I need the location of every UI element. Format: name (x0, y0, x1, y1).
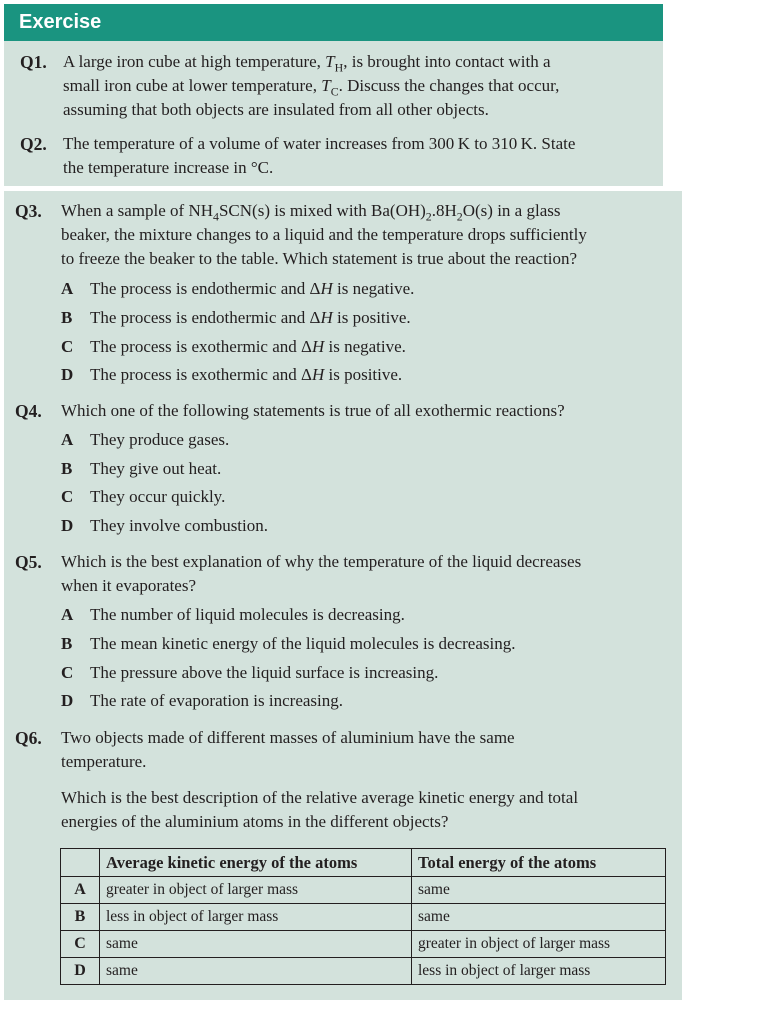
table-header-average-ke: Average kinetic energy of the atoms (100, 849, 412, 877)
q4-stem: Which one of the following statements is true of all exothermic reactions? (61, 401, 565, 420)
table-row-letter: B (61, 904, 100, 931)
q3-stem: When a sample of $NH_4SCN(s)$ is mixed with $Ba(OH)_2.8H_2O(s)$ in a glass beaker, the mixture changes to a liquid and the temperature drops sufficiently to freeze the beaker to the table. Which statement is true about the reaction? (61, 201, 587, 268)
q5-option-a: The number of liquid molecules is decreasing. (90, 605, 405, 624)
table-cell: greater in object of larger mass (412, 931, 666, 958)
q4-option-b-letter: B (61, 459, 73, 478)
table-cell: same (100, 931, 412, 958)
table-header-row (61, 849, 666, 877)
table-row (61, 931, 666, 958)
table-cell: same (412, 904, 666, 931)
q3-option-b: The process is endothermic and ΔH is positive. (90, 308, 411, 327)
q6-stem: Two objects made of different masses of aluminium have the same temperature. (61, 728, 515, 771)
table-row (61, 904, 666, 931)
q4-number: Q4. (15, 401, 42, 421)
table-cell: same (412, 877, 666, 904)
exercise-header (4, 4, 663, 41)
q2-number: Q2. (20, 134, 47, 154)
exercise-title: Exercise (19, 11, 102, 33)
exercise-panel-main (4, 191, 682, 1000)
q5-option-d: The rate of evaporation is increasing. (90, 691, 344, 710)
q3-option-c: The process is exothermic and ΔH is negative. (90, 337, 406, 356)
q3-number: Q3. (15, 201, 42, 221)
q4-option-c-letter: C (61, 487, 74, 506)
q5-option-d-letter: D (61, 691, 74, 710)
q3-option-d: The process is exothermic and ΔH is positive. (90, 365, 403, 384)
q4-option-d-letter: D (61, 516, 74, 535)
temperature-symbol: T (325, 52, 335, 71)
q1-text: A large iron cube at high temperature, $T_H$, is brought into contact with a small iron cube at lower temperature, $T_C$. Discuss the changes that occur, assuming that both objects are insulated from all other objects. (63, 52, 560, 119)
q2-text: The temperature of a volume of water increases from 300 K to 310 K. State the temperature increase in °C. (63, 134, 576, 177)
table-header-corner (61, 849, 100, 877)
q6-answer-table (60, 848, 666, 985)
table-row (61, 877, 666, 904)
temperature-symbol: T (321, 76, 331, 95)
exercise-panel-top (4, 4, 663, 186)
q3-option-d-letter: D (61, 365, 74, 384)
q3-option-a: The process is endothermic and ΔH is negative. (90, 279, 415, 298)
q6-instruction: Which is the best description of the relative average kinetic energy and total energies of the aluminium atoms in the different objects? (61, 788, 579, 831)
table-row (61, 958, 666, 985)
table-cell: same (100, 958, 412, 985)
q3-option-b-letter: B (61, 308, 73, 327)
q4-option-a-letter: A (61, 430, 74, 449)
table-cell: greater in object of larger mass (100, 877, 412, 904)
table-header-total-energy: Total energy of the atoms (412, 849, 666, 877)
table-cell: less in object of larger mass (100, 904, 412, 931)
q1-number: Q1. (20, 52, 47, 72)
q5-option-b-letter: B (61, 634, 73, 653)
q6-number: Q6. (15, 728, 42, 748)
q4-option-d: They involve combustion. (90, 516, 269, 535)
q5-option-c: The pressure above the liquid surface is increasing. (90, 663, 439, 682)
table-cell: less in object of larger mass (412, 958, 666, 985)
q5-option-b: The mean kinetic energy of the liquid molecules is decreasing. (90, 634, 516, 653)
q4-option-a: They produce gases. (90, 430, 230, 449)
q5-option-a-letter: A (61, 605, 74, 624)
q4-option-b: They give out heat. (90, 459, 222, 478)
table-row-letter: A (61, 877, 100, 904)
q3-option-c-letter: C (61, 337, 74, 356)
table-row-letter: D (61, 958, 100, 985)
q5-stem: Which is the best explanation of why the temperature of the liquid decreases when it evaporates? (61, 552, 582, 595)
q4-option-c: They occur quickly. (90, 487, 226, 506)
q5-number: Q5. (15, 552, 42, 572)
q5-option-c-letter: C (61, 663, 74, 682)
q3-option-a-letter: A (61, 279, 74, 298)
table-row-letter: C (61, 931, 100, 958)
